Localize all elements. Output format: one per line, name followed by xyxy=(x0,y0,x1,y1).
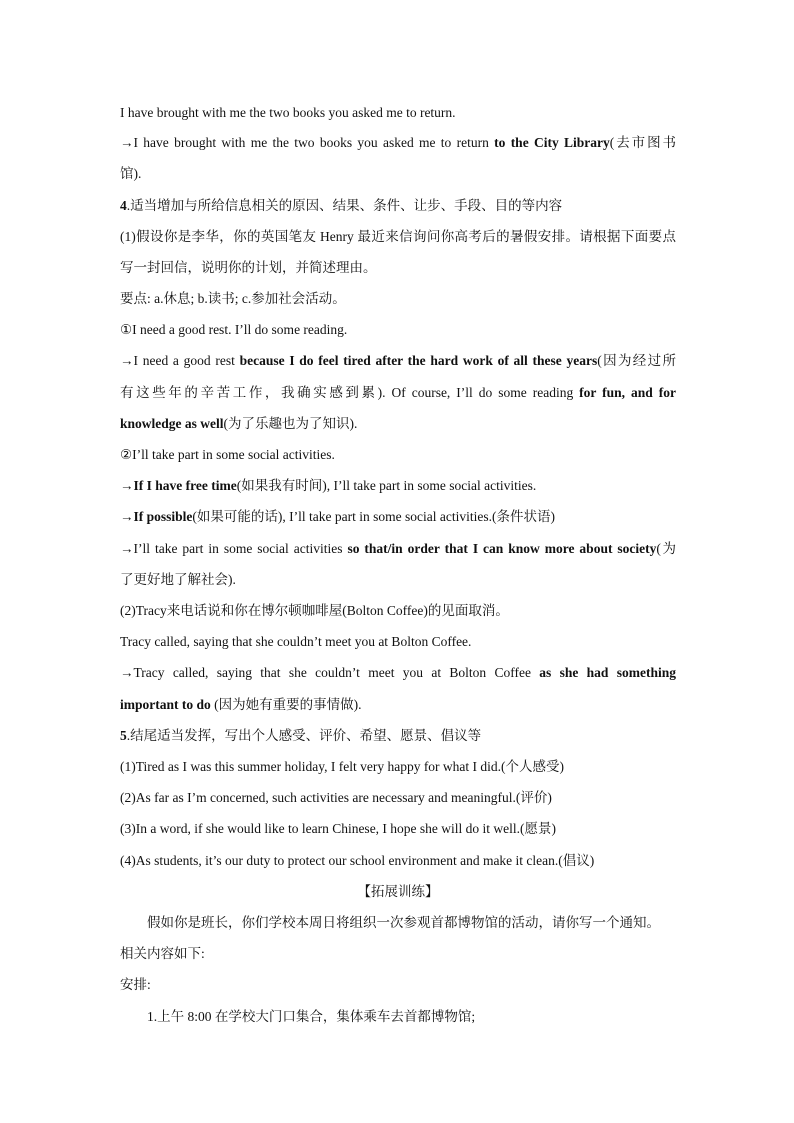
example-1: ①I need a good rest. I’ll do some reading. xyxy=(120,322,348,337)
arrangement-item-1: 1.上午 8:00 在学校大门口集合，集体乘车去首都博物馆; xyxy=(147,1009,476,1024)
section-heading-5: 5.结尾适当发挥，写出个人感受、评价、希望、愿景、倡议等 xyxy=(120,728,482,743)
extension-training-heading: 【拓展训练】 xyxy=(357,884,439,899)
ending-example-2: (2)As far as I’m concerned, such activities are necessary and meaningful.(评价) xyxy=(120,790,552,805)
task-2-expanded-cont: important to do (因为她有重要的事情做). xyxy=(120,697,362,712)
task-description-cont: 写一封回信，说明你的计划，并简述理由。 xyxy=(120,260,377,275)
example-2-variant-b: →If possible(如果可能的话), I’ll take part in some social activities.(条件状语) xyxy=(120,509,555,524)
example-2: ②I’ll take part in some social activities. xyxy=(120,447,335,462)
example-2-variant-c: →I’ll take part in some social activities so that/in order that I can know more about society(为 xyxy=(120,541,676,556)
task-description: (1)假设你是李华，你的英国笔友 Henry 最近来信询问你高考后的暑假安排。请根据下面要点 xyxy=(120,229,676,244)
task-points: 要点: a.休息; b.读书; c.参加社会活动。 xyxy=(120,291,346,306)
example-2-variant-c-cont: 了更好地了解社会). xyxy=(120,572,236,587)
task-2-expanded: →Tracy called, saying that she couldn’t meet you at Bolton Coffee as she had something xyxy=(120,665,676,680)
example-expanded-cont: 馆). xyxy=(120,166,142,181)
ending-example-1: (1)Tired as I was this summer holiday, I felt very happy for what I did.(个人感受) xyxy=(120,759,565,774)
example-2-variant-a: →If I have free time(如果我有时间), I’ll take part in some social activities. xyxy=(120,478,537,493)
section-heading-4: 4.适当增加与所给信息相关的原因、结果、条件、让步、手段、目的等内容 xyxy=(120,198,563,213)
example-1-expanded-end: knowledge as well(为了乐趣也为了知识). xyxy=(120,416,358,431)
example-expanded: →I have brought with me the two books you asked me to return to the City Library(去市图书 xyxy=(120,135,677,150)
task-2-sentence: Tracy called, saying that she couldn’t meet you at Bolton Coffee. xyxy=(120,634,472,649)
task-2-description: (2)Tracy来电话说和你在博尔顿咖啡屋(Bolton Coffee)的见面取消。 xyxy=(120,603,509,618)
arrangement-label: 安排: xyxy=(120,977,151,992)
example-sentence: I have brought with me the two books you asked me to return. xyxy=(120,105,456,120)
ending-example-4: (4)As students, it’s our duty to protect our school environment and make it clean.(倡议) xyxy=(120,853,595,868)
ending-example-3: (3)In a word, if she would like to learn Chinese, I hope she will do it well.(愿景) xyxy=(120,821,557,836)
example-1-expanded: →I need a good rest because I do feel tired after the hard work of all these years(因为经过所 xyxy=(120,353,676,368)
exercise-prompt: 假如你是班长，你们学校本周日将组织一次参观首都博物馆的活动，请你写一个通知。 xyxy=(147,915,660,930)
exercise-prompt-cont: 相关内容如下: xyxy=(120,946,205,961)
example-1-expanded-cont: 有这些年的辛苦工作，我确实感到累). Of course, I’ll do some reading for fun, and for xyxy=(120,385,676,400)
